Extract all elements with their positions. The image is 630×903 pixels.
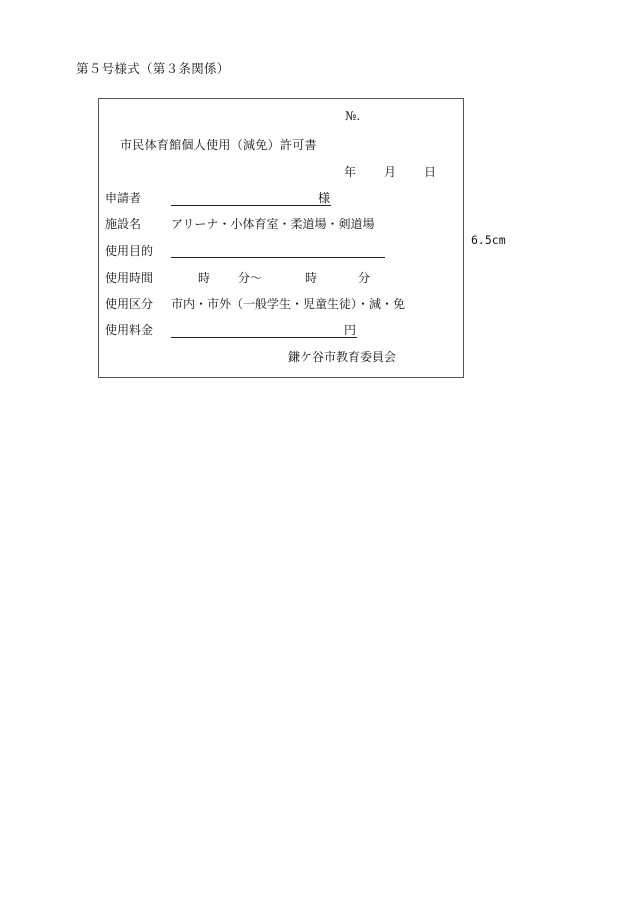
date-day-label: 日	[424, 165, 437, 179]
date-year-label: 年	[344, 165, 357, 179]
category-options: 市内・市外（一般学生・児童生徒）・減・免	[171, 297, 406, 311]
purpose-label: 使用目的	[105, 244, 154, 258]
time-label: 使用時間	[105, 271, 154, 285]
height-note: 6.5cm	[471, 233, 506, 247]
fee-line[interactable]	[171, 337, 357, 338]
applicant-honorific: 様	[318, 191, 331, 205]
purpose-line[interactable]	[171, 257, 385, 258]
form-heading: 第５号様式（第３条関係）	[76, 61, 230, 76]
applicant-label: 申請者	[105, 191, 142, 205]
permit-title: 市民体育館個人使用（減免）許可書	[120, 138, 317, 152]
date-month-label: 月	[384, 165, 397, 179]
time-start-hour-label: 時	[198, 271, 211, 285]
permit-box	[98, 98, 464, 378]
category-label: 使用区分	[105, 297, 154, 311]
issuer-name: 鎌ケ谷市教育委員会	[288, 350, 397, 364]
time-end-hour-label: 時	[305, 271, 318, 285]
fee-unit: 円	[344, 323, 357, 337]
facility-options: アリーナ・小体育室・柔道場・剣道場	[171, 217, 375, 231]
time-end-minute-label: 分	[358, 271, 371, 285]
applicant-name-line[interactable]	[171, 205, 331, 206]
time-start-minute-label: 分〜	[238, 271, 263, 285]
permit-number-label: №.	[345, 109, 361, 123]
fee-label: 使用料金	[105, 323, 154, 337]
facility-label: 施設名	[105, 217, 142, 231]
